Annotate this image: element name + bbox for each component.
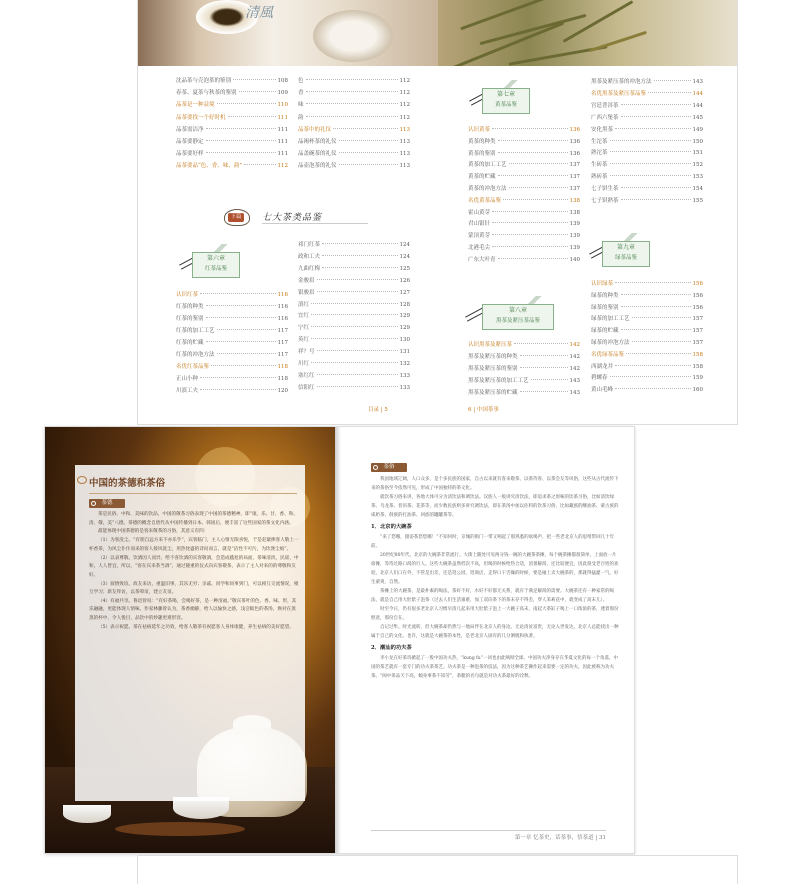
section-logo-icon <box>77 476 87 484</box>
toc-entry-page: 138 <box>569 197 580 204</box>
toc-entry-page: 133 <box>399 372 410 379</box>
toc-entry-page: 111 <box>277 114 288 121</box>
toc-entry-page: 143 <box>569 390 580 396</box>
toc-entry-page: 156 <box>692 304 703 311</box>
tea-virtue-body <box>89 511 299 633</box>
toc-entry-page: 117 <box>277 328 288 334</box>
toc-entry <box>298 240 410 252</box>
toc-entry <box>591 137 703 149</box>
toc-entry-title: 绿茶的加工工艺 <box>591 316 630 323</box>
toc-entry-page: 117 <box>277 340 288 346</box>
toc-entry-title: 黑茶及紧压茶的贮藏 <box>468 390 518 396</box>
toc-entry <box>298 335 410 347</box>
toc-entry-title: 霍山黄芽 <box>468 209 491 216</box>
toc-entry-title: 沈品茶与壳泡茶的鉴别 <box>176 78 232 84</box>
toc-entry-title: 黄茶的鉴别 <box>468 150 496 157</box>
toc-entry <box>591 172 703 184</box>
toc-entry-title: 宫廷普洱茶 <box>591 102 619 109</box>
toc-entry-title: 黑茶及紧压茶的冲泡方法 <box>591 79 652 85</box>
toc-entry-title: 品茶中的礼仪 <box>298 126 332 133</box>
toc-entry <box>591 77 703 89</box>
toc-entry-page: 150 <box>692 138 703 145</box>
chapter-7-badge: 第七章 黄茶品鉴 <box>468 86 530 116</box>
toc-entry-page: 160 <box>692 387 703 394</box>
toc-entry-page: 111 <box>277 151 288 158</box>
leaf-icon <box>373 465 378 470</box>
toc-entry-title: 北港毛尖 <box>468 245 491 251</box>
toc-entry <box>176 113 288 125</box>
toc-entry-page: 124 <box>399 242 410 248</box>
toc-entry-page: 137 <box>569 174 580 181</box>
toc-entry <box>298 137 410 149</box>
toc-entry-page: 145 <box>692 114 703 121</box>
toc-entry-page: 131 <box>399 349 410 356</box>
toc-entry-title: 祥？号 <box>298 349 315 356</box>
toc-entry-page: 142 <box>569 354 580 360</box>
toc-entry-title: 红茶的加工工艺 <box>176 328 215 334</box>
toc-entry <box>591 184 703 196</box>
toc-entry <box>591 362 703 374</box>
toc-entry-title: 绿茶的鉴别 <box>591 304 619 311</box>
next-spread-edge <box>137 855 738 884</box>
toc-entry-page: 108 <box>277 78 288 84</box>
toc-entry-title: 品茶要好样 <box>176 151 204 158</box>
toc-entry <box>176 125 288 137</box>
toc-entry-page: 159 <box>692 375 703 382</box>
toc-entry-title: 政和工夫 <box>298 253 321 260</box>
toc-entry <box>591 338 703 350</box>
toc-entry <box>176 362 288 374</box>
toc-entry <box>298 161 410 173</box>
toc-entry-page: 120 <box>277 388 288 394</box>
toc-entry <box>176 100 288 112</box>
toc-entry-page: 126 <box>399 277 410 284</box>
paragraph: 最能体现中国茶德的是客来敬茶的习俗，其意义有四： <box>98 529 209 535</box>
toc-entry <box>298 383 410 395</box>
paragraph: 就饮茶习俗来讲，各地大体可分为清饮法和调饮法。汉族人一般讲究清饮法，即追求茶之原味的饮茶习俗，比如清饮绿茶、乌龙茶、普洱茶、花茶等，而少数民族则多讲究调饮法，即在茶汤中加以佐料的饮茶习俗，比如藏族的酥油茶、蒙古族的咸奶茶、侗族的打油茶、回族的罐罐茶等。 <box>371 495 619 518</box>
toc-entry <box>468 137 580 149</box>
toc-entry-page: 118 <box>277 364 288 370</box>
part-label: 下篇 <box>228 213 244 222</box>
toc-entry <box>468 184 580 196</box>
toc-entry <box>468 160 580 172</box>
toc-entry-title: 蒙顶黄芽 <box>468 233 491 240</box>
toc-entry <box>468 376 580 388</box>
tea-photo-page <box>45 427 335 854</box>
toc-entry-title: 广西六堡茶 <box>591 114 619 121</box>
tea-customs-body <box>371 475 619 681</box>
toc-entry-page: 132 <box>399 361 410 367</box>
toc-entry-title: 品茶是一种益境 <box>176 102 215 109</box>
toc-entry <box>176 88 288 100</box>
toc-entry-title: 川红 <box>298 361 310 367</box>
toc-entry-page: 139 <box>569 233 580 240</box>
toc-entry-page: 139 <box>569 245 580 251</box>
toc-entry-title: 安化黑茶 <box>591 126 614 133</box>
toc-entry-title: 味 <box>298 102 304 109</box>
toc-entry-title: 品茶要静定 <box>176 139 204 145</box>
toc-entry <box>176 302 288 314</box>
toc-entry-title: 黄茶的贮藏 <box>468 174 496 181</box>
toc-entry <box>591 113 703 125</box>
toc-entry <box>591 279 703 291</box>
tea-customs-page <box>341 427 635 854</box>
toc-entry <box>468 243 580 255</box>
toc-entry <box>591 314 703 326</box>
toc-entry-title: 九曲红梅 <box>298 265 321 272</box>
toc-entry <box>176 314 288 326</box>
paragraph: （4）有福共享。鲁迅曾说：“有好茶喝，会喝好茶，是一种清福。”敬宾茶叶的色、香、味、形，其乐融融，更能体现人情味。作家林藤曾认为，茶香幽静，给人以愉快之感，浅尝辄色的茶汤，焕对在蒸蒸的杯中，令人悦目，品饮中的妙趣更难形容。 <box>89 598 297 621</box>
toc-entry-title: 滇红 <box>298 301 310 308</box>
toc-entry-title: 品茶要找一个好时机 <box>176 114 226 121</box>
toc-entry <box>298 264 410 276</box>
toc-entry-title: 黄茶的种类 <box>468 138 496 145</box>
toc-entry <box>591 148 703 160</box>
toc-entry-title: 熟砖茶 <box>591 174 608 181</box>
toc-entry <box>298 371 410 383</box>
toc-entry-title: 西湖龙井 <box>591 363 614 370</box>
toc-entry <box>298 288 410 300</box>
toc-entry-title: 品茶需洁净 <box>176 126 204 133</box>
toc-entry-page: 153 <box>692 174 703 181</box>
toc-entry-title: 七子饼熟茶 <box>591 198 619 204</box>
paragraph: 时至今日，仍有很多老北京人习惯早清儿起来用大肚紫子泡上一大碗子高末，南起大茶缸子喝上一口浓浓的茶，透着那份惬意，那份自在。 <box>371 607 619 621</box>
toc-entry <box>298 252 410 264</box>
toc-entry-page: 112 <box>399 78 410 84</box>
toc-entry <box>591 101 703 113</box>
toc-entry-title: 绿茶的冲泡方法 <box>591 340 630 346</box>
toc-entry <box>176 137 288 149</box>
toc-entry <box>468 125 580 137</box>
toc-entry-title: 名优黄茶品鉴 <box>468 197 502 204</box>
toc-entry-title: 色 <box>298 78 304 84</box>
toc-entry-title: 金骏眉 <box>298 277 315 284</box>
toc-entry-title: 黄茶的加工工艺 <box>468 162 507 169</box>
toc-entry-page: 144 <box>692 102 703 109</box>
toc-entry-title: 黑茶及紧压茶的鉴别 <box>468 366 518 372</box>
toc-entry-page: 157 <box>692 316 703 323</box>
paragraph: （2）以表尊敬。饮酒因人而异，给不喜饮酒的宾客敬酒，会造成尴尬的局面，茶味清淡、民谣、中和，人人皆宜，所以，“客在宾来茶当酒”，通过隆重的仪式向宾客敬茶，表示了主人对来的的尊敬和友好。 <box>89 555 299 578</box>
toc-entry-title: 名优黑茶及紧压茶品鉴 <box>591 90 647 97</box>
toc-entry-title: 君山银针 <box>468 221 491 228</box>
section-heading: 中国的茶德和茶俗 <box>89 478 166 489</box>
toc-entry-page: 142 <box>569 342 580 348</box>
toc-entry-page: 157 <box>692 328 703 335</box>
toc-entry <box>591 326 703 338</box>
toc-entry-title: 银骏眉 <box>298 289 315 296</box>
toc-entry-page: 157 <box>692 340 703 346</box>
chapter-8-badge: 第八章 黑茶及紧压茶品鉴 <box>464 302 554 332</box>
toc-entry <box>468 172 580 184</box>
toc-entry-title: 品壶泡茶的礼仪 <box>298 163 337 170</box>
calligraphy: 清風 <box>245 5 273 21</box>
toc-entry-title: 认识红茶 <box>176 292 199 298</box>
toc-entry-page: 137 <box>569 162 580 169</box>
toc-entry-page: 149 <box>692 126 703 133</box>
toc-entry-page: 111 <box>277 139 288 145</box>
page-footer: 第一章 忆茶史，话茶事，悟茶道 | 31 <box>514 835 606 841</box>
toc-entry-page: 125 <box>399 265 410 272</box>
toc-entry-title: 英红 <box>298 337 310 344</box>
toc-entry-page: 124 <box>399 253 410 260</box>
toc-entry-page: 111 <box>277 126 288 133</box>
toc-entry-page: 156 <box>692 281 703 287</box>
toc-entry <box>176 374 288 386</box>
toc-entry-title: 认识绿茶 <box>591 281 614 287</box>
toc-entry <box>468 208 580 220</box>
toc-entry-page: 136 <box>569 138 580 145</box>
toc-entry <box>591 385 703 397</box>
toc-entry <box>298 347 410 359</box>
toc-entry-title: 碧螺春 <box>591 375 608 382</box>
toc-entry-title: 七子饼生茶 <box>591 186 619 193</box>
toc-entry-page: 113 <box>399 139 410 145</box>
toc-entry-title: 韵 <box>298 114 304 121</box>
toc-entry-page: 140 <box>569 256 580 263</box>
toc-entry-title: 认识黄茶 <box>468 127 491 133</box>
toc-entry-page: 130 <box>399 337 410 344</box>
chapter-6-badge: 第六章 红茶品鉴 <box>178 250 240 280</box>
subsection-2-title: 2．潮汕的功夫茶 <box>371 645 412 651</box>
paragraph: 自记过隼。时光流转，但大碗茶却仍然与一地局伴在北京人的身边。无论清贫富贵，无论入世发达，北京人总能找出一种属于自己的文化。也许，这就是大碗茶的本性，是老北京人固有的几分洒脱和执著。 <box>371 625 619 639</box>
toc-entry-page: 116 <box>277 292 288 298</box>
toc-entry <box>468 149 580 161</box>
paragraph: （5）表示祝愿。茶在祛病延年之功效，给客人敬茶有祝愿客人身体康健，养生祛病的美好愿望。 <box>98 624 294 630</box>
toc-entry-page: 138 <box>569 209 580 216</box>
toc-entry-page: 112 <box>399 90 410 97</box>
chapter-9-badge: 第九章 绿茶品鉴 <box>588 239 650 269</box>
toc-entry <box>298 100 410 112</box>
toc-entry-title: 品褐杯茶的礼仪 <box>298 139 337 145</box>
toc-entry <box>298 149 410 161</box>
toc-entry-page: 128 <box>399 301 410 308</box>
tea-leaves-photo <box>438 0 738 66</box>
toc-entry-page: 136 <box>569 127 580 133</box>
toc-entry-title: 绿茶的种类 <box>591 292 619 299</box>
toc-entry-title: 红茶的鉴别 <box>176 316 204 322</box>
toc-entry-page: 143 <box>569 378 580 384</box>
toc-entry <box>468 340 580 352</box>
toc-entry <box>591 291 703 303</box>
subsection-1-title: 1．北京的大碗茶 <box>371 524 412 530</box>
toc-entry <box>591 196 703 208</box>
toc-entry <box>468 352 580 364</box>
part-title: 七大茶类品鉴 <box>262 213 323 223</box>
toc-entry-page: 152 <box>692 162 703 169</box>
toc-entry-title: 黄茶的冲泡方法 <box>468 186 507 192</box>
toc-entry <box>176 386 288 398</box>
toc-entry <box>591 350 703 362</box>
toc-entry-page: 117 <box>277 352 288 358</box>
page-number-right: 6 | 中国茶事 <box>468 407 499 413</box>
toc-entry-title: 认识黑茶及紧压茶 <box>468 342 513 348</box>
toc-entry-page: 143 <box>692 79 703 85</box>
toc-entry <box>298 323 410 335</box>
toc-entry-title: 黄山毛峰 <box>591 387 614 394</box>
toc-entry-title: 香 <box>298 90 304 97</box>
toc-entry <box>468 388 580 400</box>
toc-entry-page: 112 <box>399 102 410 109</box>
toc-entry-page: 110 <box>277 102 288 109</box>
toc-entry-title: 名优红茶品鉴 <box>176 364 210 370</box>
toc-entry-title: 春茶、夏茶与秋茶的鉴别 <box>176 90 237 97</box>
leaf-icon <box>91 501 96 506</box>
toc-entry-page: 113 <box>399 151 410 158</box>
toc-entry-page: 158 <box>692 363 703 370</box>
page-number-left: 目录 | 5 <box>368 407 388 413</box>
toc-entry-page: 133 <box>399 384 410 391</box>
toc-entry-page: 116 <box>277 304 288 310</box>
paragraph: 我国地域辽阔，人口众多，是个多民族的国家，自古以来就有客来敬茶、以茶待客、以茶会友等风俗，这些从古代流传下来的茶俗至今依然可见，形成了中国独特的茶文化。 <box>371 477 619 491</box>
toc-entry <box>176 338 288 350</box>
toc-entry <box>176 326 288 338</box>
toc-entry <box>176 149 288 161</box>
toc-entry <box>298 76 410 88</box>
toc-entry-page: 137 <box>569 186 580 192</box>
teapot-icon <box>218 203 254 227</box>
tag-tea-virtue: 茶德 <box>89 499 125 508</box>
toc-entry-title: 黑茶及紧压茶的种类 <box>468 354 518 360</box>
teacup-photo <box>138 0 438 66</box>
toc-entry-page: 144 <box>692 90 703 97</box>
toc-entry <box>176 76 288 88</box>
paragraph: （1）为客洗尘。“有朋自远方来不亦乐乎”，宾客临门，主人心情无限喜悦，于是赶紧捧客人敬上一杯香茶，为风尘仆仆而来的客人接风洗尘，用热忱盛的诗问而言，就是“洁性不可污，为饮涤尘烦”。 <box>89 538 299 552</box>
toc-entry <box>591 125 703 137</box>
toc-entry <box>468 364 580 376</box>
toc-entry <box>298 88 410 100</box>
tea-customs-spread <box>44 426 635 854</box>
paragraph: （3）叙情致谊。故友来访，重温旧事，其乐无穷；亲戚、同学和同事到门，可以相互交流情况，相互学习；新友拜访，以茶叩谊，建立友谊。 <box>89 581 299 596</box>
toc-entry-title: 红茶的冲泡方法 <box>176 352 215 358</box>
toc-entry-title: 广东大叶青 <box>468 256 496 263</box>
toc-entry-title: 红茶的贮藏 <box>176 340 204 346</box>
toc-entry-title: 生砖茶 <box>591 162 608 169</box>
paragraph: 茶摊上的大碗茶，是最朴素的喝法，茶好不好，水好不好都无关系，就有于满足解渴的需要。大碗茶还有一种家常的喝法，就是自己用大肚紫子泡茶（过去人们生活艰难，加工双向茶下的茶末存不得丢，穿人茉莉花中，就变成了高末儿）。 <box>371 589 614 603</box>
toc-entry <box>591 303 703 315</box>
toc-entry <box>298 113 410 125</box>
toc-entry-title: 祁门红茶 <box>298 242 321 248</box>
toc-entry-title: 绿茶的贮藏 <box>591 328 619 335</box>
toc-entry <box>298 359 410 371</box>
toc-entry-title: 品茶要品“色、香、味、韵” <box>176 163 243 170</box>
toc-entry <box>298 300 410 312</box>
toc-entry-page: 142 <box>569 366 580 372</box>
toc-entry-title: 信阳红 <box>298 384 315 391</box>
toc-entry-title: 宁红 <box>298 325 310 332</box>
toc-entry-page: 109 <box>277 90 288 97</box>
toc-entry <box>468 219 580 231</box>
part-heading <box>218 203 368 229</box>
tea-virtue-panel <box>75 465 305 801</box>
toc-entry <box>298 311 410 323</box>
toc-entry-page: 154 <box>692 186 703 193</box>
toc-entry-page: 129 <box>399 325 410 332</box>
toc-entry-page: 113 <box>399 126 410 133</box>
paragraph: “来了您哪，甜姿茶您您哪！”不知何时，京城的街门一带又响起了那熟悉的吆喝声，把一些老北京人的思绪带回几十年前。 <box>371 535 615 549</box>
toc-entry-page: 158 <box>692 351 703 358</box>
toc-entry-title: 名优绿茶品鉴 <box>591 351 625 358</box>
toc-entry-page: 151 <box>692 150 703 157</box>
toc-entry-page: 156 <box>692 292 703 299</box>
toc-entry-page: 112 <box>277 163 288 170</box>
toc-entry <box>468 196 580 208</box>
toc-entry-title: 品盖碗茶的礼仪 <box>298 151 337 158</box>
toc-entry-page: 112 <box>399 114 410 121</box>
toc-entry <box>591 89 703 101</box>
header-photo <box>138 0 738 66</box>
toc-entry-page: 118 <box>277 376 288 382</box>
toc-entry <box>176 290 288 302</box>
toc-entry <box>298 276 410 288</box>
toc-entry <box>176 161 288 173</box>
tag-tea-customs: 茶俗 <box>371 463 407 472</box>
paragraph: 李小龙在好莱坞掀起了一股中国功夫热，“kung fu”一词也由此响彻全球。中国功夫净身存在华夏文化的每一个角落，中国的茶艺就有一套专门的功夫茶茶艺。功夫茶是一种泡茶的技法，因为这种茶艺操作起来需要一定的功夫，因此被称为功夫茶。“闽中茶品天下高，倾身事茶不知劳”，茶艇的名句就是对功夫茶最好的诠释。 <box>371 656 618 679</box>
toc-entry-title: 生沱茶 <box>591 138 608 145</box>
toc-entry-title: 熟沱茶 <box>591 150 608 157</box>
toc-entry-page: 129 <box>399 313 410 320</box>
toc-entry-title: 正山小种 <box>176 376 199 382</box>
toc-entry <box>591 373 703 385</box>
toc-entry-page: 136 <box>569 150 580 157</box>
toc-entry-page: 139 <box>569 221 580 228</box>
paragraph: 20世纪80年代，北京的大碗茶非常流行。大街上随处可见两分钱一碗的大碗茶茶摊，每个碗茶摊都很简单，上面放一片席摊，等待过路口渴的行人。这些大碗茶虽然档次不高，但喝的时候给热合适，消暑解渴，还比较便宜，因此很受老百姓的欢迎。北京人们口在外，不管是出差，还是逛公园，逛商店，走得口干舌燥的时候，要是碰上卖大碗茶的，那就得猛灌一气，好生蒙爽，自然。 <box>371 553 619 585</box>
toc-entry-title: 川滇工夫 <box>176 388 199 394</box>
toc-entry <box>468 231 580 243</box>
toc-entry-page: 127 <box>399 289 410 296</box>
toc-entry <box>176 350 288 362</box>
toc-entry <box>591 160 703 172</box>
toc-entry-title: 塞红红 <box>298 372 315 379</box>
toc-entry-title: 黑茶及紧压茶的加工工艺 <box>468 378 529 384</box>
toc-entry-page: 113 <box>399 163 410 170</box>
toc-entry <box>298 125 410 137</box>
paragraph: 茶是民俗、中和、美味的饮品，中国的敬茶习俗表现了中国的茶德精神，即“康、乐、甘、香、和、清、敬、美”八德。茶德的概念自唐代从中国传播到日本、韩国后，便丰富了这些国家的茶文化内涵。 <box>89 512 298 526</box>
toc-entry-title: 红茶的种类 <box>176 304 204 310</box>
toc-spread <box>137 0 738 425</box>
toc-entry-page: 116 <box>277 316 288 322</box>
toc-entry-page: 155 <box>692 198 703 204</box>
toc-entry-title: 宜红 <box>298 313 310 320</box>
toc-entry <box>468 255 580 267</box>
